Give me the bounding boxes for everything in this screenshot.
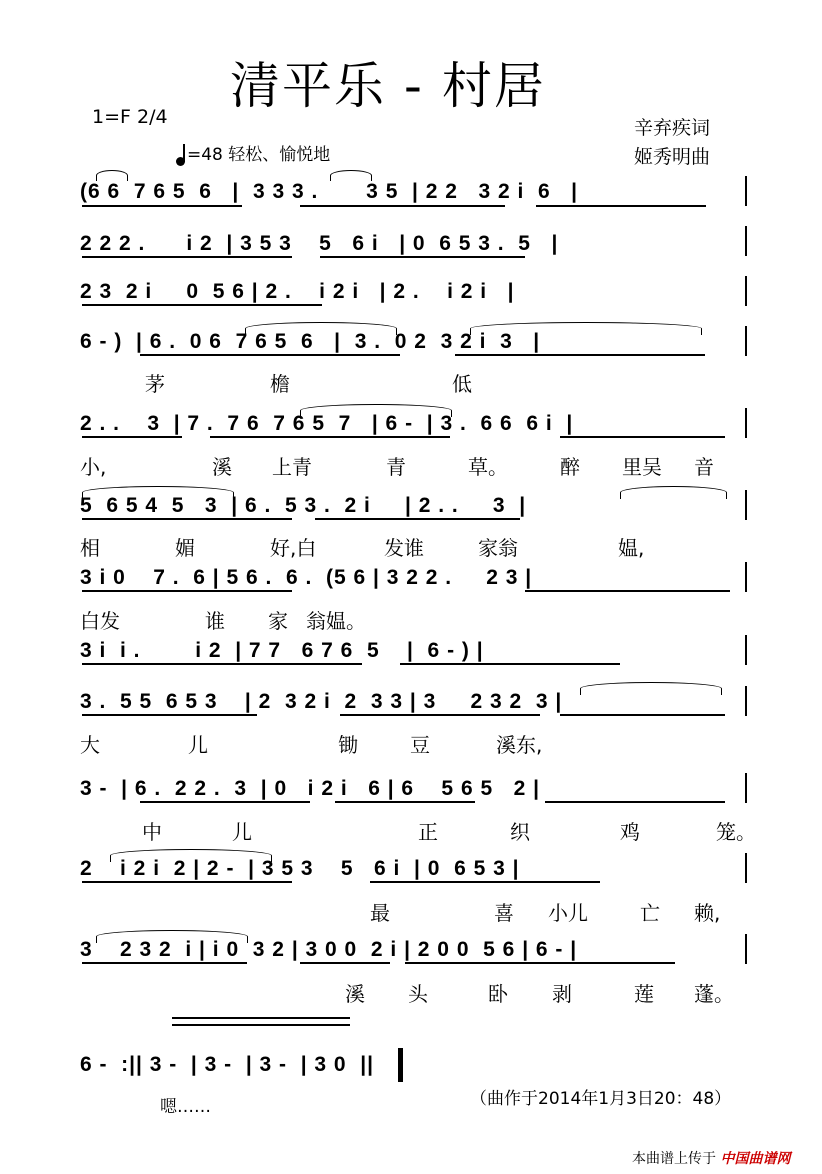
bar-line bbox=[745, 326, 747, 356]
beam bbox=[525, 590, 730, 592]
music-line-3: 2 3 2 i 0 5 6 | 2 . i 2 i | 2 . i 2 i | bbox=[80, 280, 515, 303]
lyricist: 辛弃疾词 bbox=[634, 117, 711, 139]
bar-line bbox=[745, 934, 747, 964]
lyric: 低 bbox=[452, 372, 472, 396]
lyric: 檐 bbox=[270, 372, 290, 396]
lyric: 中 bbox=[142, 820, 162, 844]
music-line-2: 2 2 2 . i 2 | 3 5 3 5 6 i | 0 6 5 3 . 5 | bbox=[80, 232, 559, 255]
upload-text: 本曲谱上传于 bbox=[632, 1151, 716, 1167]
site-logo[interactable]: 中国曲谱网 bbox=[720, 1151, 791, 1167]
beam bbox=[320, 256, 525, 258]
music-line-8: 3 i i . i 2 | 7 7 6 7 6 5 | 6 - ) | bbox=[80, 639, 484, 662]
quarter-note-icon bbox=[176, 157, 185, 166]
beam bbox=[370, 881, 600, 883]
music-line-5: 2 . . 3 | 7 . 7 6 7 6 5 7 | 6 - | 3 . 6 6 6 i | bbox=[80, 412, 574, 435]
lyric: 家 bbox=[268, 609, 288, 633]
beam bbox=[82, 256, 292, 258]
beam bbox=[340, 714, 540, 716]
music-line-1: (6 6 7 6 5 6 | 3 3 3 . 3 5 | 2 2 3 2 i 6 | bbox=[80, 180, 579, 203]
final-bar-line bbox=[398, 1048, 403, 1082]
lyric: 织 bbox=[510, 820, 530, 844]
lyric: 儿 bbox=[232, 820, 252, 844]
key-meter: 1=F 2/4 bbox=[92, 106, 168, 128]
music-line-9: 3 . 5 5 6 5 3 | 2 3 2 i 2 3 3 | 3 2 3 2 3 | bbox=[80, 690, 563, 713]
beam bbox=[315, 518, 520, 520]
slur bbox=[110, 849, 272, 862]
composition-date: （曲作于2014年1月3日20：48） bbox=[470, 1089, 732, 1109]
music-line-12: 3 2 3 2 i | i 0 3 2 | 3 0 0 2 i | 2 0 0 5 6 | 6 - | bbox=[80, 938, 578, 961]
lyric: 莲 bbox=[634, 982, 654, 1006]
lyric: 小儿 bbox=[548, 901, 588, 925]
bar-line bbox=[745, 226, 747, 256]
lyric: 媪, bbox=[618, 536, 645, 560]
lyric: 草。 bbox=[468, 455, 508, 479]
music-line-11: 2 i 2 i 2 | 2 - | 3 5 3 5 6 i | 0 6 5 3 | bbox=[80, 857, 520, 880]
lyric: 好,白 bbox=[270, 536, 317, 560]
upload-note bbox=[632, 1148, 790, 1168]
beam bbox=[140, 354, 400, 356]
music-line-4: 6 - ) | 6 . 0 6 7 6 5 6 | 3 . 0 2 3 2 i 3 | bbox=[80, 330, 541, 353]
lyric: 溪 bbox=[212, 455, 232, 479]
beam bbox=[82, 881, 292, 883]
staff-mark bbox=[172, 1024, 350, 1026]
beam bbox=[300, 205, 505, 207]
lyric: 最 bbox=[370, 901, 390, 925]
lyric: 锄 bbox=[338, 733, 358, 757]
slur bbox=[330, 170, 372, 181]
music-line-6: 5 6 5 4 5 3 | 6 . 5 3 . 2 i | 2 . . 3 | bbox=[80, 494, 527, 517]
beam bbox=[82, 962, 247, 964]
bar-line bbox=[745, 276, 747, 306]
lyric: 翁媪。 bbox=[306, 609, 366, 633]
beam bbox=[545, 801, 725, 803]
page-title: 清平乐 - 村居 bbox=[230, 57, 546, 115]
lyric: 喜 bbox=[494, 901, 514, 925]
staff-mark bbox=[172, 1017, 350, 1019]
lyric: 相 bbox=[80, 536, 100, 560]
music-line-7: 3 i 0 7 . 6 | 5 6 . 6 . (5 6 | 3 2 2 . 2 3 | bbox=[80, 566, 533, 589]
beam bbox=[82, 304, 322, 306]
tempo-marking bbox=[176, 140, 330, 165]
beam bbox=[82, 518, 292, 520]
lyric: 正 bbox=[418, 820, 438, 844]
lyric: 里吴 bbox=[622, 455, 662, 479]
beam bbox=[82, 714, 257, 716]
lyric: 发谁 bbox=[384, 536, 424, 560]
beam bbox=[400, 663, 620, 665]
bar-line bbox=[745, 562, 747, 592]
lyric: 溪东, bbox=[496, 733, 543, 757]
music-line-10: 3 - | 6 . 2 2 . 3 | 0 i 2 i 6 | 6 5 6 5 2 | bbox=[80, 777, 541, 800]
bar-line bbox=[745, 635, 747, 665]
lyric: 小, bbox=[80, 455, 107, 479]
lyric: 亡 bbox=[640, 901, 660, 925]
bar-line bbox=[745, 408, 747, 438]
slur bbox=[96, 930, 248, 943]
beam bbox=[300, 962, 390, 964]
lyric: 蓬。 bbox=[694, 982, 734, 1006]
beam bbox=[455, 354, 705, 356]
bar-line bbox=[745, 176, 747, 206]
lyric: 媚 bbox=[175, 536, 195, 560]
slur bbox=[82, 486, 234, 499]
beam bbox=[405, 962, 675, 964]
lyric: 赖, bbox=[694, 901, 721, 925]
lyric: 笼。 bbox=[716, 820, 756, 844]
lyric: 剥 bbox=[552, 982, 572, 1006]
bar-line bbox=[745, 773, 747, 803]
lyric: 嗯…… bbox=[160, 1097, 211, 1117]
beam bbox=[560, 436, 725, 438]
beam bbox=[82, 590, 292, 592]
lyric: 大 bbox=[80, 733, 100, 757]
slur bbox=[300, 404, 452, 417]
lyric: 青 bbox=[386, 455, 406, 479]
lyric: 谁 bbox=[205, 609, 225, 633]
lyric: 鸡 bbox=[620, 820, 640, 844]
lyric: 上青 bbox=[272, 455, 312, 479]
beam bbox=[560, 714, 725, 716]
lyric: 醉 bbox=[560, 455, 580, 479]
tempo-text: =48 轻松、愉悦地 bbox=[187, 145, 331, 165]
beam bbox=[536, 205, 706, 207]
music-line-13: 6 - :|| 3 - | 3 - | 3 - | 3 0 || bbox=[80, 1053, 375, 1076]
beam bbox=[82, 205, 242, 207]
beam bbox=[82, 663, 362, 665]
lyric: 茅 bbox=[145, 372, 165, 396]
beam bbox=[82, 436, 182, 438]
lyric: 白发 bbox=[80, 609, 120, 633]
slur bbox=[620, 486, 727, 499]
bar-line bbox=[745, 686, 747, 716]
bar-line bbox=[745, 490, 747, 520]
slur bbox=[245, 322, 397, 335]
beam bbox=[335, 801, 475, 803]
lyric: 头 bbox=[408, 982, 428, 1006]
slur bbox=[470, 322, 702, 335]
slur bbox=[580, 682, 722, 695]
lyric: 豆 bbox=[410, 733, 430, 757]
composer: 姬秀明曲 bbox=[634, 146, 711, 168]
lyric: 音 bbox=[694, 455, 714, 479]
beam bbox=[210, 436, 450, 438]
lyric: 卧 bbox=[488, 982, 508, 1006]
lyric: 家翁 bbox=[478, 536, 518, 560]
bar-line bbox=[745, 853, 747, 883]
slur bbox=[96, 170, 128, 181]
lyric: 溪 bbox=[345, 982, 365, 1006]
lyric: 儿 bbox=[188, 733, 208, 757]
beam bbox=[140, 801, 310, 803]
